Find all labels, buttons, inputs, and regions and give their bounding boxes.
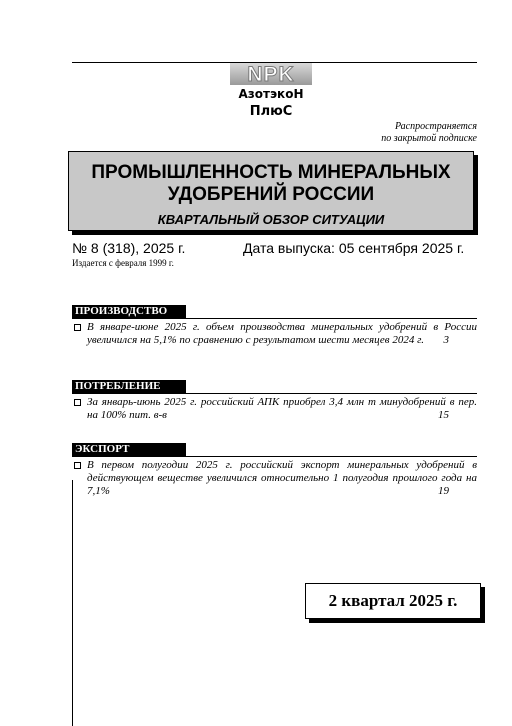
logo-plus-text: ПлюС [249, 104, 293, 119]
section-item-text: В первом полугодии 2025 г. российский экспорт минеральных удобрений в действующем веществе увеличился относительно 1 полугодия прошлого года на 7,1% [87, 459, 477, 497]
title-box [68, 151, 474, 231]
section-heading: ПРОИЗВОДСТВО [72, 305, 186, 318]
page-reference: 15 [438, 409, 449, 421]
issue-number: № 8 (318), 2025 г. [72, 240, 186, 256]
section-item [72, 396, 477, 422]
page-reference: 3 [443, 334, 449, 346]
distribution-line-2: по закрытой подписке [381, 133, 477, 144]
section-item [72, 321, 477, 347]
section-export [72, 443, 477, 498]
checkbox-bullet-icon [74, 399, 81, 406]
checkbox-bullet-icon [74, 324, 81, 331]
section-item [72, 459, 477, 498]
section-consumption [72, 380, 477, 422]
section-item-text: За январь-июнь 2025 г. российский АПК приобрел 3,4 млн т минудобрений в пер. на 100% пит. в-в [87, 396, 477, 421]
issue-release-date: Дата выпуска: 05 сентября 2025 г. [243, 240, 465, 256]
distribution-line-1: Распространяется [394, 121, 477, 132]
published-since: Издается с февраля 1999 г. [72, 258, 174, 268]
checkbox-bullet-icon [74, 462, 81, 469]
section-rule [72, 393, 477, 394]
title-line-1: ПРОМЫШЛЕННОСТЬ МИНЕРАЛЬНЫХ [91, 162, 451, 183]
section-heading: ПОТРЕБЛЕНИЕ [72, 380, 186, 393]
section-rule [72, 318, 477, 319]
section-rule [72, 456, 477, 457]
logo-npk-text: NPK [230, 63, 312, 85]
left-margin-rule [72, 480, 73, 726]
title-main [69, 162, 473, 206]
section-production [72, 305, 477, 347]
quarter-label-box: 2 квартал 2025 г. [305, 583, 481, 619]
distribution-note [340, 121, 477, 145]
npk-azotekon-logo [230, 63, 312, 125]
page-reference: 19 [438, 485, 449, 497]
title-subtitle: КВАРТАЛЬНЫЙ ОБЗОР СИТУАЦИИ [157, 212, 385, 227]
section-item-text: В январе-июне 2025 г. объем производства минеральных удобрений в России увеличился на 5,1% по сравнению с результатом шести месяцев 2024 г. [87, 321, 477, 346]
title-line-2: УДОБРЕНИЙ РОССИИ [167, 184, 375, 205]
section-heading: ЭКСПОРТ [72, 443, 186, 456]
logo-azot-text: АзотэкоН [238, 87, 304, 101]
